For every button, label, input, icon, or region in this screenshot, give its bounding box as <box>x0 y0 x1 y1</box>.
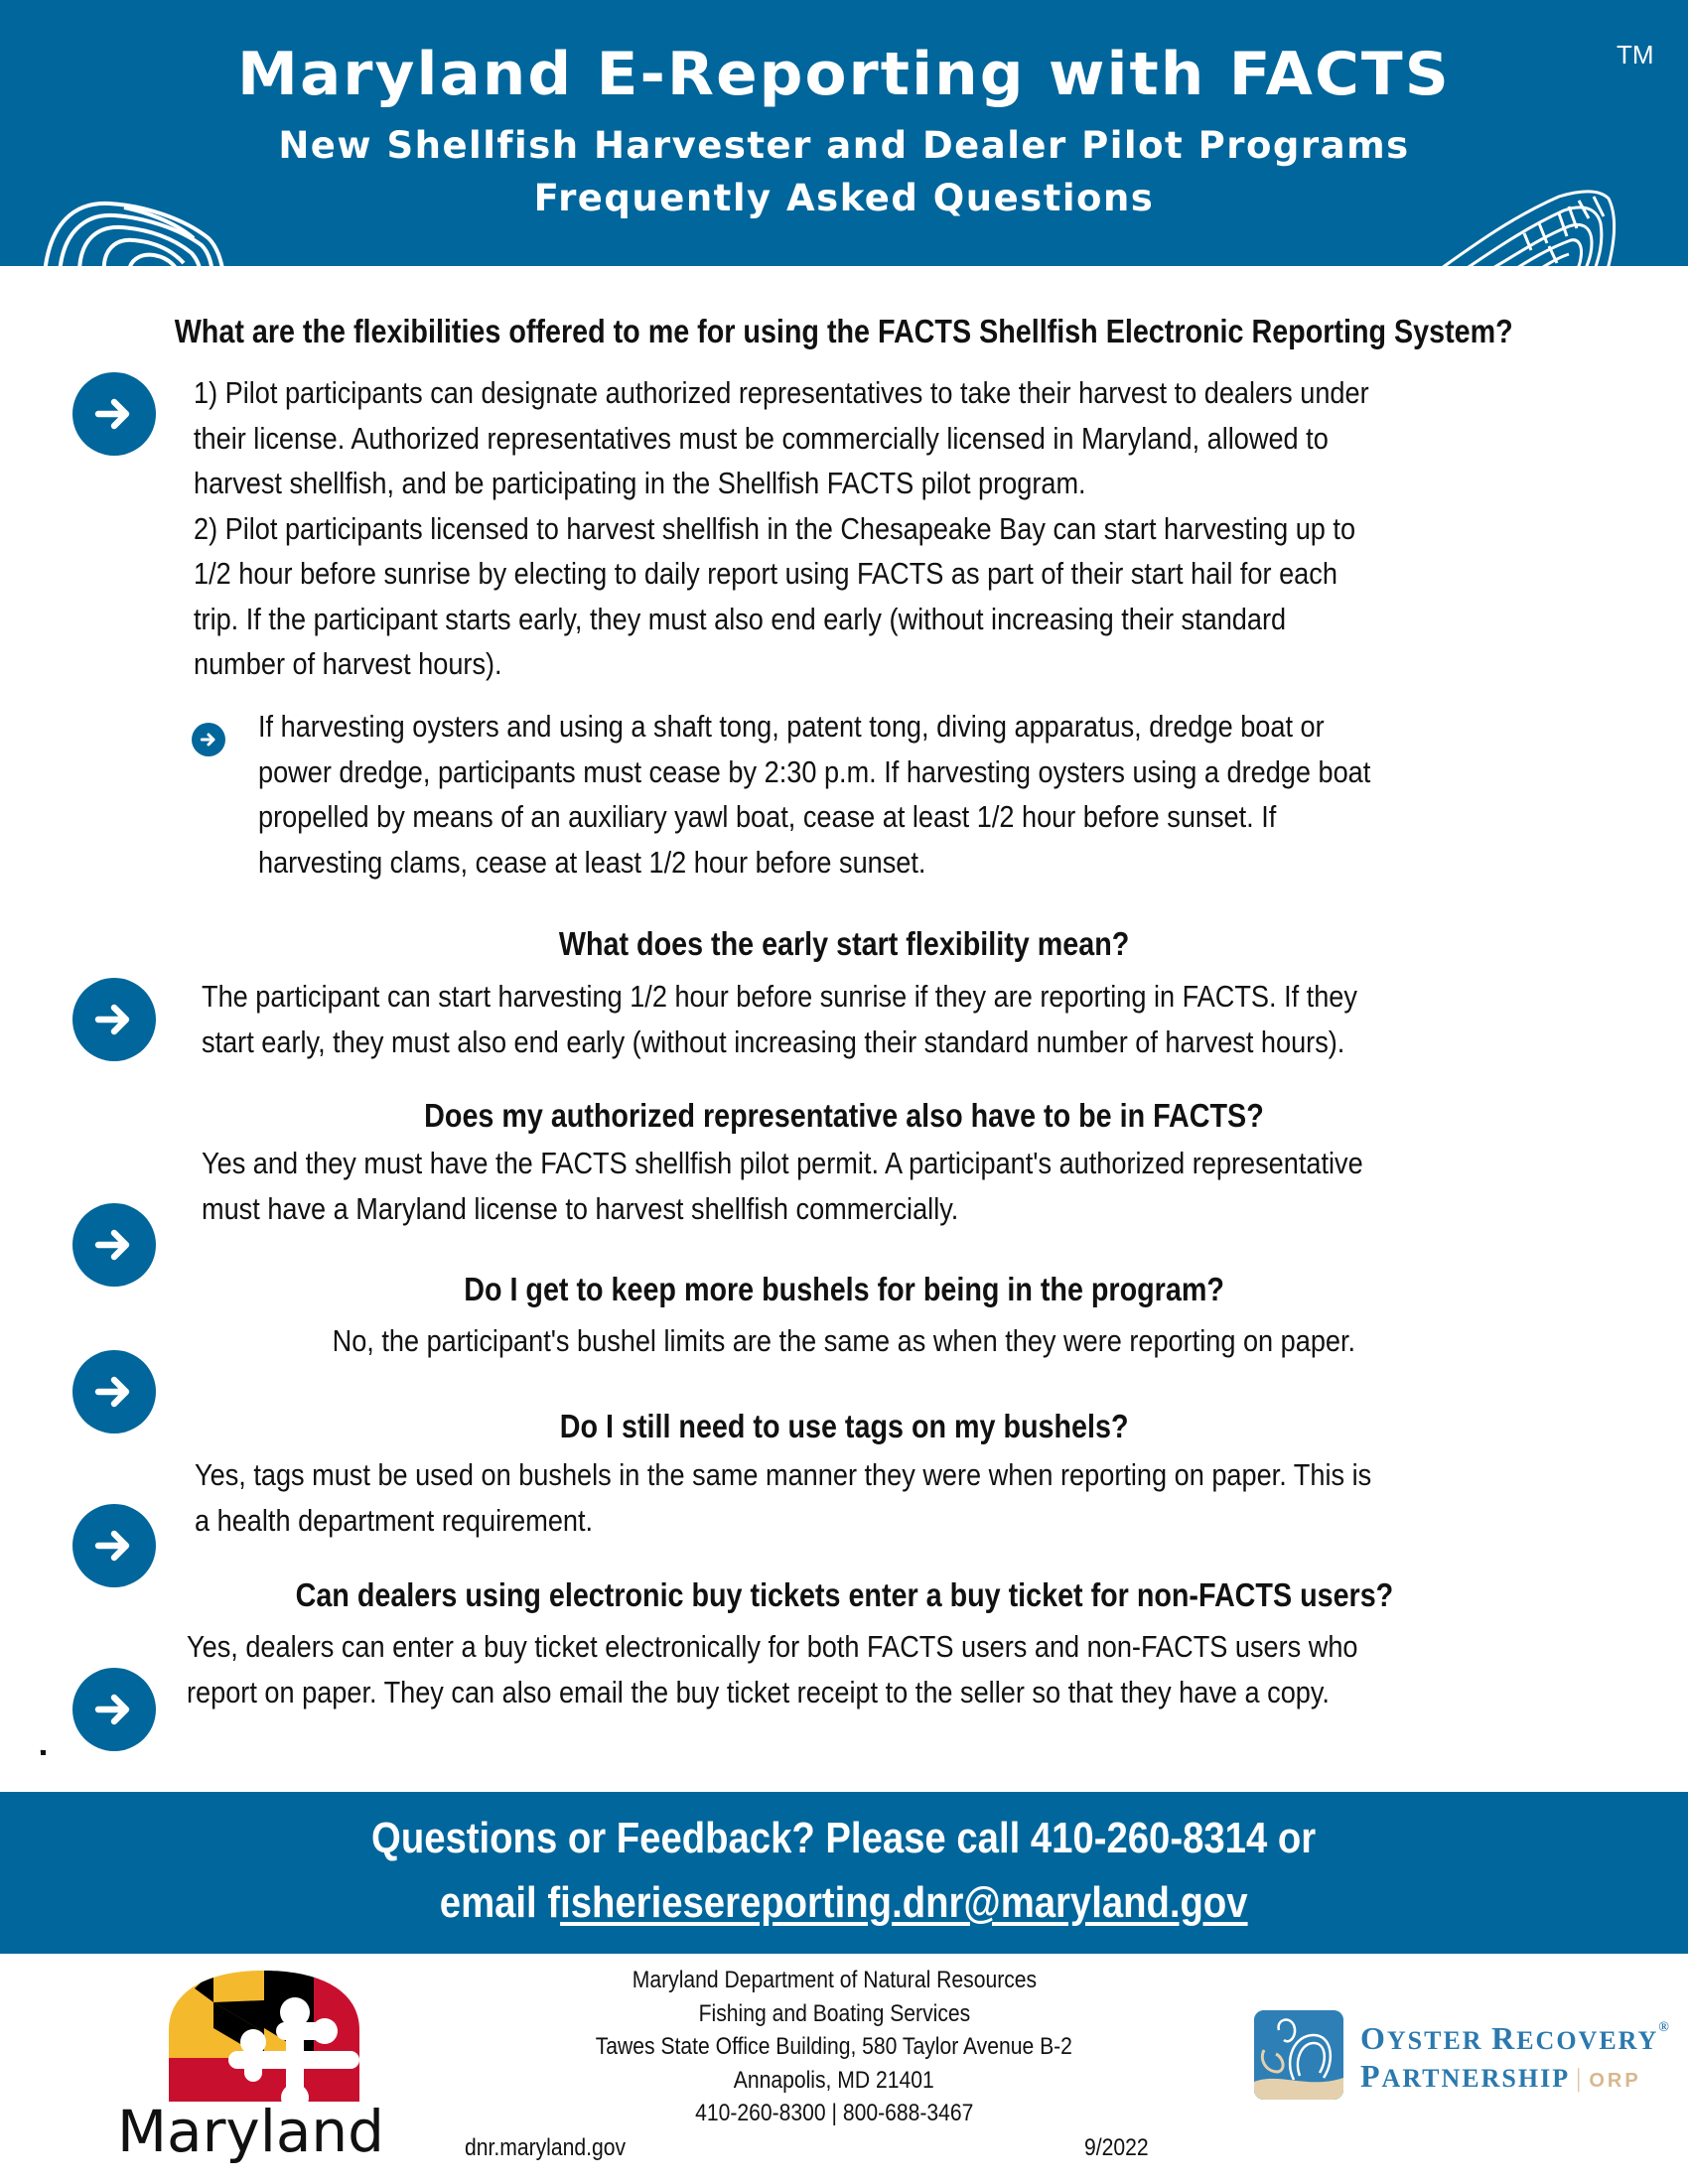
arrow-right-circle-icon <box>72 978 156 1061</box>
page-header <box>0 0 1688 266</box>
faq-answer: Yes, tags must be used on bushels in the same manner they were when reporting on paper. This is a health department requirement. <box>195 1457 1372 1538</box>
contact-email-line: email fisheriesereporting.dnr@maryland.gov <box>440 1878 1248 1927</box>
agency-address <box>437 1964 1231 2130</box>
orp-logo-line-1: OYSTER RECOVERY® <box>1360 2020 1671 2056</box>
faq-question: Do I get to keep more bushels for being in the program? <box>464 1271 1224 1307</box>
address-phone-line: 410-260-8300 | 800-688-3467 <box>694 2100 974 2126</box>
faq-answer: No, the participant's bushel limits are the same as when they were reporting on paper. <box>332 1323 1356 1358</box>
faq-question: What does the early start flexibility mean? <box>558 925 1130 962</box>
stray-mark-text: . <box>39 1735 45 1757</box>
faq-question: Does my authorized representative also have to be in FACTS? <box>424 1097 1264 1134</box>
revision-date: 9/2022 <box>1084 2134 1149 2161</box>
maryland-flag-logo <box>169 1971 359 2102</box>
orp-logo-line-2: PARTNERSHIP | ORP <box>1360 2058 1641 2094</box>
faq-answer: Yes and they must have the FACTS shellfish pilot permit. A participant's authorized representative must have a Maryland license to harvest shellfish commercially. <box>202 1146 1363 1226</box>
address-line: Tawes State Office Building, 580 Taylor Avenue B-2 <box>595 2033 1073 2060</box>
address-line: Fishing and Boating Services <box>698 1999 970 2027</box>
faq-answer: The participant can start harvesting 1/2 hour before sunrise if they are reporting in FACTS. If they start early, they must also end early (without increasing their standard number of harvest hours). <box>202 979 1357 1059</box>
address-line: Annapolis, MD 21401 <box>734 2066 934 2094</box>
page-subtitle-faq: Frequently Asked Questions <box>533 177 1155 219</box>
email-link[interactable]: isheriesereporting.dnr@maryland.gov <box>560 1878 1248 1927</box>
page-subtitle: New Shellfish Harvester and Dealer Pilot Programs <box>278 124 1410 167</box>
website-link[interactable]: dnr.maryland.gov <box>465 2134 627 2161</box>
oyster-recovery-partnership-logo-icon <box>1254 2010 1343 2100</box>
contact-band <box>0 1792 1688 1954</box>
faq-question: Can dealers using electronic buy tickets enter a buy ticket for non-FACTS users? <box>295 1576 1393 1613</box>
address-line: Maryland Department of Natural Resources <box>632 1967 1037 1993</box>
trademark-mark: TM <box>1617 40 1654 69</box>
arrow-right-circle-icon <box>192 723 225 756</box>
arrow-right-circle-icon <box>72 372 156 456</box>
faq-question: Do I still need to use tags on my bushels? <box>559 1408 1129 1444</box>
faq-answer: 1) Pilot participants can designate authorized representatives to take their harvest to dealers under their license. Authorized representatives must be commercially licensed in Maryland, allowed to harvest shellfish, and be participating in the Shellfish FACTS pilot program. 2) Pilot participants licensed to harvest shellfish in the Chesapeake Bay can start harvesting up to 1/2 hour before sunrise by electing to daily report using FACTS as part of their start hail for each trip. If the participant starts early, they must also end early (without increasing their standard number of harvest hours). <box>194 375 1369 681</box>
contact-phone-line: Questions or Feedback? Please call 410-260-8314 or <box>371 1814 1317 1862</box>
arrow-right-circle-icon <box>72 1504 156 1587</box>
faq-question: What are the flexibilities offered to me for using the FACTS Shellfish Electronic Reporting System? <box>175 313 1513 349</box>
faq-answer: Yes, dealers can enter a buy ticket electronically for both FACTS users and non-FACTS users who report on paper. They can also email the buy ticket receipt to the seller so that they have a copy. <box>187 1629 1358 1709</box>
arrow-right-circle-icon <box>72 1668 156 1751</box>
maryland-wordmark: Maryland <box>117 2098 384 2165</box>
page-title: Maryland E-Reporting with FACTS <box>237 40 1451 109</box>
faq-sub-bullet: If harvesting oysters and using a shaft tong, patent tong, diving apparatus, dredge boat or power dredge, participants must cease by 2:30 p.m. If harvesting oysters using a dredge boat propelled by means of an auxiliary yawl boat, cease at least 1/2 hour before sunset. If harvesting clams, cease at least 1/2 hour before sunset. <box>258 709 1371 880</box>
